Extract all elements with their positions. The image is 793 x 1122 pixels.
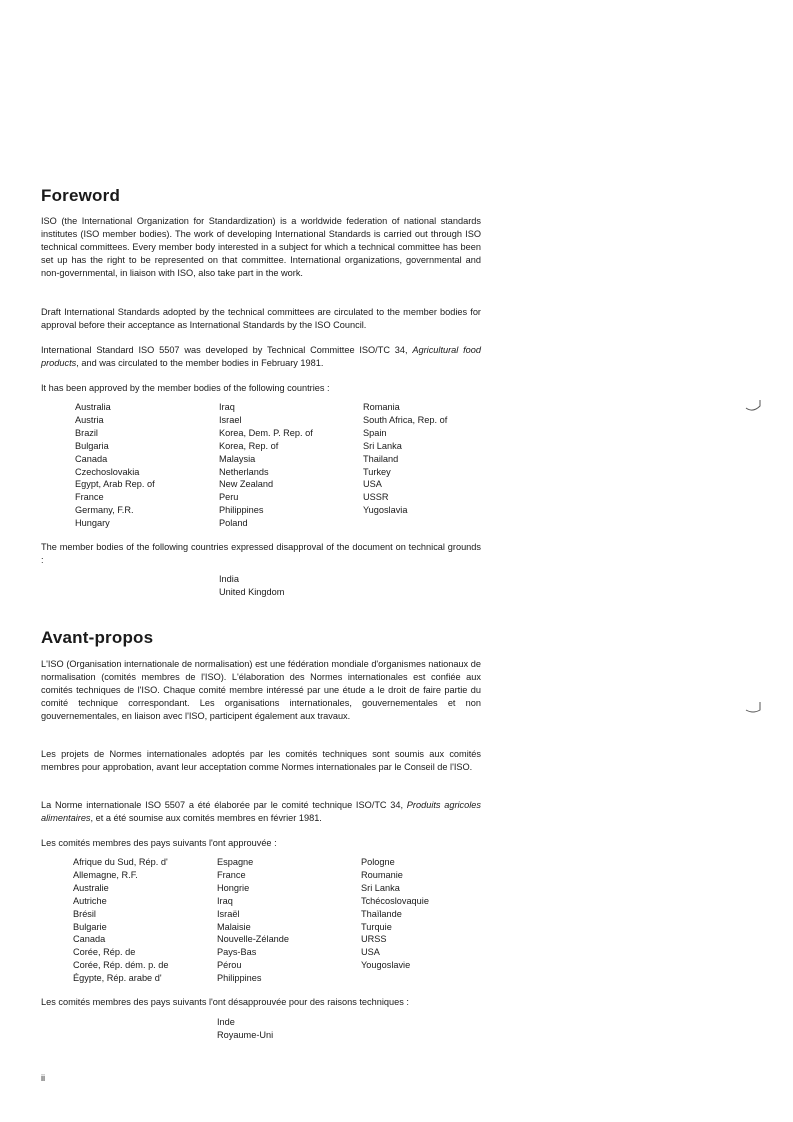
scan-mark-icon: [744, 700, 762, 716]
country-name: Allemagne, R.F.: [73, 869, 138, 880]
country-name: Turkey: [363, 466, 391, 477]
country-name: Iraq: [217, 895, 233, 906]
country-name: Hungary: [75, 518, 110, 529]
country-name: Brazil: [75, 427, 98, 438]
country-name: France: [217, 869, 246, 880]
country-name: Corée, Rép. de: [73, 947, 136, 958]
foreword-approved-countries: [75, 401, 495, 530]
avant-propos-para3-start: La Norme internationale ISO 5507 a été élaborée par le comité technique ISO/TC 34,: [41, 800, 407, 810]
approved-column-1: [73, 856, 217, 985]
approved-column-3: [361, 856, 493, 985]
country-name: Espagne: [217, 857, 254, 867]
avant-propos-paragraph-2: Les projets de Normes internationales adoptés par les comités techniques sont soumis aux comités membres pour approbation, avant leur acceptation comme Normes internationales par le Conseil de l'ISO.: [41, 749, 481, 772]
country-name: Sri Lanka: [363, 440, 402, 451]
country-name: Inde: [217, 1017, 235, 1027]
approved-column-3: [363, 401, 495, 530]
country-name: Germany, F.R.: [75, 505, 134, 516]
country-name: Bulgarie: [73, 921, 107, 932]
country-name: Nouvelle-Zélande: [217, 934, 290, 945]
country-name: Hongrie: [217, 882, 250, 893]
country-name: USA: [361, 947, 380, 958]
country-name: Australie: [73, 882, 109, 893]
country-name: Israël: [217, 908, 240, 919]
foreword-disapproved-countries: [219, 573, 284, 599]
country-name: Czechoslovakia: [75, 466, 140, 477]
country-name: Autriche: [73, 895, 107, 906]
country-name: Romania: [363, 402, 400, 412]
country-name: Spain: [363, 427, 387, 438]
country-name: Yugoslavia: [363, 505, 408, 516]
country-name: USA: [363, 479, 382, 490]
foreword-approval-intro: It has been approved by the member bodies of the following countries :: [41, 383, 330, 393]
country-name: Malaysia: [219, 453, 256, 464]
country-name: France: [75, 492, 104, 503]
foreword-disapproval-intro: The member bodies of the following countries expressed disapproval of the document on technical grounds :: [41, 542, 481, 565]
foreword-committee-title: Agricultural food products: [41, 345, 482, 368]
approved-column-1: [75, 401, 219, 530]
country-name: Netherlands: [219, 466, 269, 477]
foreword-paragraph-2: Draft International Standards adopted by the technical committees are circulated to the member bodies for approval before their acceptance as International Standards by the ISO Council.: [41, 307, 481, 330]
approved-column-2: [219, 401, 363, 530]
country-name: Brésil: [73, 908, 96, 919]
country-name: Peru: [219, 492, 239, 503]
country-name: Royaume-Uni: [217, 1029, 274, 1040]
country-name: Pays-Bas: [217, 947, 257, 958]
scan-mark-icon: [744, 398, 762, 414]
country-name: Poland: [219, 518, 248, 529]
avant-propos-paragraph-3: [41, 799, 481, 825]
country-name: Pologne: [361, 857, 395, 867]
country-name: Roumanie: [361, 869, 403, 880]
avant-propos-heading: Avant-propos: [41, 628, 154, 647]
country-name: Thailand: [363, 453, 399, 464]
foreword-para3-end: , and was circulated to the member bodies in February 1981.: [76, 357, 324, 368]
avant-propos-approval-intro: Les comités membres des pays suivants l'ont approuvée :: [41, 838, 277, 848]
foreword-paragraph-3: [41, 344, 481, 370]
country-name: Canada: [75, 453, 108, 464]
page-number: ii: [41, 1073, 46, 1083]
country-name: India: [219, 574, 239, 584]
country-name: Afrique du Sud, Rép. d': [73, 857, 168, 867]
country-name: Canada: [73, 934, 106, 945]
country-name: Égypte, Rép. arabe d': [73, 973, 162, 984]
country-name: Yougoslavie: [361, 960, 411, 971]
avant-propos-paragraph-1: L'ISO (Organisation internationale de normalisation) est une fédération mondiale d'organismes nationaux de normalisation (comités membres de l'ISO). L'élaboration des Normes internationales est confiée aux comités techniques de l'ISO. Chaque comité membre intéressé par une étude a le droit de faire partie du comité technique correspondant. Les organisations internationales, gouvernementales et non gouvernementales, en liaison avec l'ISO, participent également aux travaux.: [41, 659, 481, 721]
avant-propos-disapproval-intro: Les comités membres des pays suivants l'ont désapprouvée pour des raisons techniques :: [41, 997, 409, 1007]
avant-propos-approved-countries: [73, 856, 493, 985]
country-name: Australia: [75, 402, 111, 412]
country-name: Malaisie: [217, 921, 251, 932]
avant-propos-committee-title: Produits agricoles alimentaires: [41, 800, 481, 823]
country-name: Korea, Rep. of: [219, 440, 279, 451]
country-name: Philippines: [217, 973, 262, 984]
country-name: Bulgaria: [75, 440, 109, 451]
country-name: United Kingdom: [219, 586, 285, 597]
foreword-para3-start: International Standard ISO 5507 was developed by Technical Committee ISO/TC 34,: [41, 345, 413, 355]
avant-propos-disapproved-countries: [217, 1016, 273, 1042]
country-name: Austria: [75, 414, 104, 425]
country-name: New Zealand: [219, 479, 274, 490]
country-name: Pérou: [217, 960, 242, 971]
country-name: USSR: [363, 492, 389, 503]
approved-column-2: [217, 856, 361, 985]
country-name: Corée, Rép. dém. p. de: [73, 960, 169, 971]
country-name: Turquie: [361, 921, 392, 932]
country-name: Korea, Dem. P. Rep. of: [219, 427, 313, 438]
country-name: Egypt, Arab Rep. of: [75, 479, 155, 490]
country-name: Tchécoslovaquie: [361, 895, 429, 906]
foreword-paragraph-1: ISO (the International Organization for Standardization) is a worldwide federation of national standards institutes (ISO member bodies). The work of developing International Standards is carried out through ISO technical committees. Every member body interested in a subject for which a technical committee has been set up has the right to be represented on that committee. International organizations, governmental and non-governmental, in liaison with ISO, also take part in the work.: [41, 216, 481, 278]
avant-propos-para3-end: , et a été soumise aux comités membres en février 1981.: [90, 812, 322, 823]
country-name: Philippines: [219, 505, 264, 516]
country-name: Thaïlande: [361, 908, 402, 919]
country-name: Iraq: [219, 402, 235, 412]
country-name: Israel: [219, 414, 242, 425]
country-name: Sri Lanka: [361, 882, 400, 893]
country-name: South Africa, Rep. of: [363, 414, 448, 425]
country-name: URSS: [361, 934, 387, 945]
foreword-heading: Foreword: [41, 186, 121, 205]
